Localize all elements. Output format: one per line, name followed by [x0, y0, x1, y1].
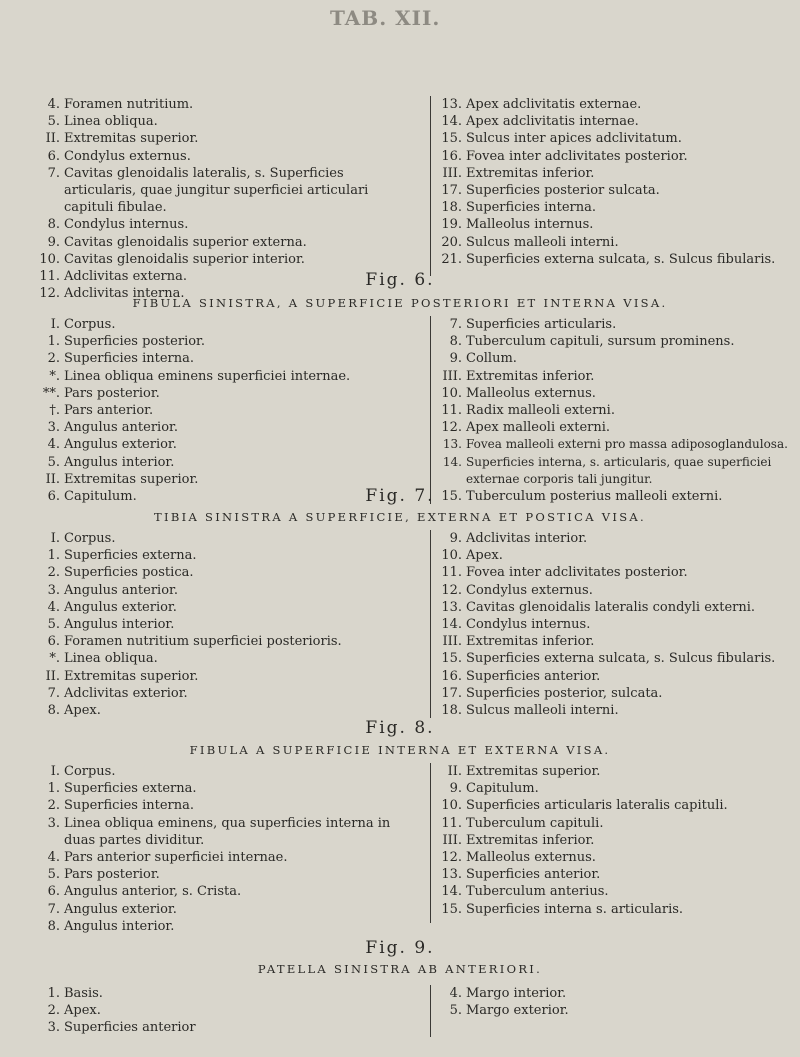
legend-item: I. Corpus. [50, 764, 116, 779]
legend-item: 3. Superficies anterior [47, 1020, 196, 1036]
legend-item: 14. Superficies interna, s. articularis, quae superficiei externae corporis tali jungitur. [442, 454, 772, 486]
figure-6-title: Fig. 6. [365, 270, 435, 290]
legend-item: 18. Sulcus malleoli interni. [441, 703, 619, 719]
legend-item: 3. Linea obliqua eminens, qua superficies interna in duas partes dividitur. [47, 815, 391, 848]
legend-item: *. Linea obliqua. [49, 651, 158, 667]
legend-item: 15. Superficies interna s. articularis. [441, 901, 684, 917]
legend-figure-7-right [440, 530, 800, 719]
legend-item: 9. Capitulum. [449, 781, 539, 797]
legend-item: 10. Superficies articularis lateralis capituli. [441, 798, 728, 814]
legend-item: 14. Apex adclivitatis internae. [441, 114, 639, 130]
legend-figure-6-left [38, 316, 428, 505]
legend-item: 16. Fovea inter adclivitates posterior. [441, 148, 688, 164]
legend-item: 2. Apex. [47, 1003, 101, 1019]
figure-6-subtitle: FIBULA SINISTRA, A SUPERFICIE POSTERIORI ET INTERNA VISA. [132, 296, 668, 310]
legend-item: 8. Condylus internus. [47, 217, 189, 233]
legend-item: 14. Condylus internus. [441, 617, 591, 633]
legend-item: *. Linea obliqua eminens superficiei internae. [49, 368, 351, 384]
legend-item: 1. Superficies externa. [47, 548, 197, 564]
legend-item: 5. Linea obliqua. [47, 114, 158, 130]
legend-item: II. Extremitas superior. [45, 471, 199, 487]
figure-7-subtitle: TIBIA SINISTRA A SUPERFICIE, EXTERNA ET POSTICA VISA. [154, 510, 646, 524]
figure-9-title: Fig. 9. [365, 938, 435, 958]
column-divider [430, 530, 431, 718]
legend-item: 9. Collum. [449, 351, 517, 367]
legend-item: 10. Malleolus externus. [441, 385, 596, 401]
figure-9-subtitle: PATELLA SINISTRA AB ANTERIORI. [257, 962, 543, 976]
legend-item: 11. Fovea inter adclivitates posterior. [441, 565, 688, 581]
legend-figure-9-left [38, 985, 428, 1037]
legend-item: 2. Superficies interna. [47, 798, 195, 814]
legend-item: 10. Cavitas glenoidalis superior interior. [39, 251, 305, 267]
legend-item: 5. Margo exterior. [449, 1003, 569, 1019]
legend-item: 20. Sulcus malleoli interni. [441, 234, 619, 250]
legend-item: 17. Superficies posterior, sulcata. [441, 685, 663, 701]
legend-item: 13. Apex adclivitatis externae. [441, 97, 642, 112]
legend-item: 21. Superficies externa sulcata, s. Sulcus fibularis. [441, 251, 776, 267]
legend-item: III. Extremitas inferior. [442, 634, 595, 650]
legend-item: 1. Superficies posterior. [47, 334, 205, 350]
legend-item: 17. Superficies posterior sulcata. [441, 183, 660, 199]
legend-item: 9. Adclivitas interior. [449, 531, 588, 546]
legend-item: 3. Angulus anterior. [47, 582, 178, 598]
legend-item: 16. Superficies anterior. [441, 668, 601, 684]
legend-item: 10. Apex. [441, 548, 503, 564]
legend-item: 1. Basis. [47, 986, 103, 1001]
legend-item: III. Extremitas inferior. [442, 165, 595, 181]
legend-item: 8. Angulus interior. [47, 918, 175, 934]
legend-item: 5. Pars posterior. [47, 867, 160, 883]
legend-item: 14. Tuberculum anterius. [441, 884, 609, 900]
legend-item: 4. Margo interior. [449, 986, 567, 1001]
legend-figure-8-left [38, 763, 428, 935]
legend-item: 6. Capitulum. [47, 489, 137, 505]
legend-item: 7. Adclivitas exterior. [47, 685, 188, 701]
legend-item: 4. Pars anterior superficiei internae. [47, 850, 288, 866]
legend-item: 12. Malleolus externus. [441, 850, 596, 866]
column-divider [430, 316, 431, 504]
legend-item: 6. Angulus anterior, s. Crista. [47, 884, 242, 900]
legend-item: 7. Superficies articularis. [449, 317, 617, 332]
legend-item: 1. Superficies externa. [47, 781, 197, 797]
legend-item: III. Extremitas inferior. [442, 832, 595, 848]
legend-item: 15. Tuberculum posterius malleoli externi. [441, 489, 723, 505]
legend-item: 13. Cavitas glenoidalis lateralis condyli externi. [441, 599, 756, 615]
legend-item: 11. Tuberculum capituli. [441, 815, 604, 831]
legend-item: 7. Cavitas glenoidalis lateralis, s. Superficies articularis, quae jungitur superficiei articulari capituli fibulae. [47, 165, 369, 216]
legend-item: 13. Fovea malleoli externi pro massa adiposoglandulosa. [442, 437, 788, 452]
legend-item: 5. Angulus interior. [47, 617, 175, 633]
legend-item: 11. Radix malleoli externi. [441, 403, 615, 419]
legend-item: 7. Angulus exterior. [47, 901, 177, 917]
legend-item: **. Pars posterior. [42, 385, 160, 401]
legend-item: 15. Sulcus inter apices adclivitatum. [441, 131, 682, 147]
legend-item: I. Corpus. [50, 531, 116, 546]
legend-figure-8-right [440, 763, 800, 918]
figure-8-title: Fig. 8. [365, 718, 435, 738]
plate-header-mark: TAB. XII. [330, 6, 441, 30]
legend-item: I. Corpus. [50, 317, 116, 332]
figure-7-title: Fig. 7. [365, 486, 435, 506]
column-divider [430, 96, 431, 276]
legend-item: 6. Condylus externus. [47, 148, 191, 164]
legend-item: †. Pars anterior. [49, 403, 154, 419]
column-divider [430, 985, 431, 1037]
legend-item: 8. Apex. [47, 703, 101, 719]
legend-item: 19. Malleolus internus. [441, 217, 594, 233]
column-divider [430, 763, 431, 923]
legend-figure-7-left [38, 530, 428, 719]
legend-item: 12. Apex malleoli externi. [441, 420, 611, 436]
legend-item: 4. Angulus exterior. [47, 599, 177, 615]
legend-item: 4. Angulus exterior. [47, 437, 177, 453]
legend-item: II. Extremitas superior. [447, 764, 601, 779]
legend-item: 5. Angulus interior. [47, 454, 175, 470]
legend-item: 12. Adclivitas interna. [39, 286, 185, 302]
legend-item: 9. Cavitas glenoidalis superior externa. [47, 234, 307, 250]
legend-item: II. Extremitas superior. [45, 131, 199, 147]
legend-item: III. Extremitas inferior. [442, 368, 595, 384]
legend-item: 12. Condylus externus. [441, 582, 593, 598]
legend-item: 18. Superficies interna. [441, 200, 597, 216]
legend-item: 4. Foramen nutritium. [47, 97, 194, 112]
legend-item: 3. Angulus anterior. [47, 420, 178, 436]
legend-item: II. Extremitas superior. [45, 668, 199, 684]
legend-figure-9-right [440, 985, 800, 1019]
legend-item: 2. Superficies interna. [47, 351, 195, 367]
legend-item: 15. Superficies externa sulcata, s. Sulcus fibularis. [441, 651, 776, 667]
legend-item: 2. Superficies postica. [47, 565, 194, 581]
legend-item: 6. Foramen nutritium superficiei posterioris. [47, 634, 342, 650]
legend-item: 11. Adclivitas externa. [39, 269, 187, 285]
figure-8-subtitle: FIBULA A SUPERFICIE INTERNA ET EXTERNA VISA. [189, 743, 611, 757]
legend-item: 13. Superficies anterior. [441, 867, 601, 883]
legend-figure-6-right [440, 316, 798, 505]
legend-block-1-right [440, 96, 800, 268]
legend-item: 8. Tuberculum capituli, sursum prominens. [449, 334, 735, 350]
